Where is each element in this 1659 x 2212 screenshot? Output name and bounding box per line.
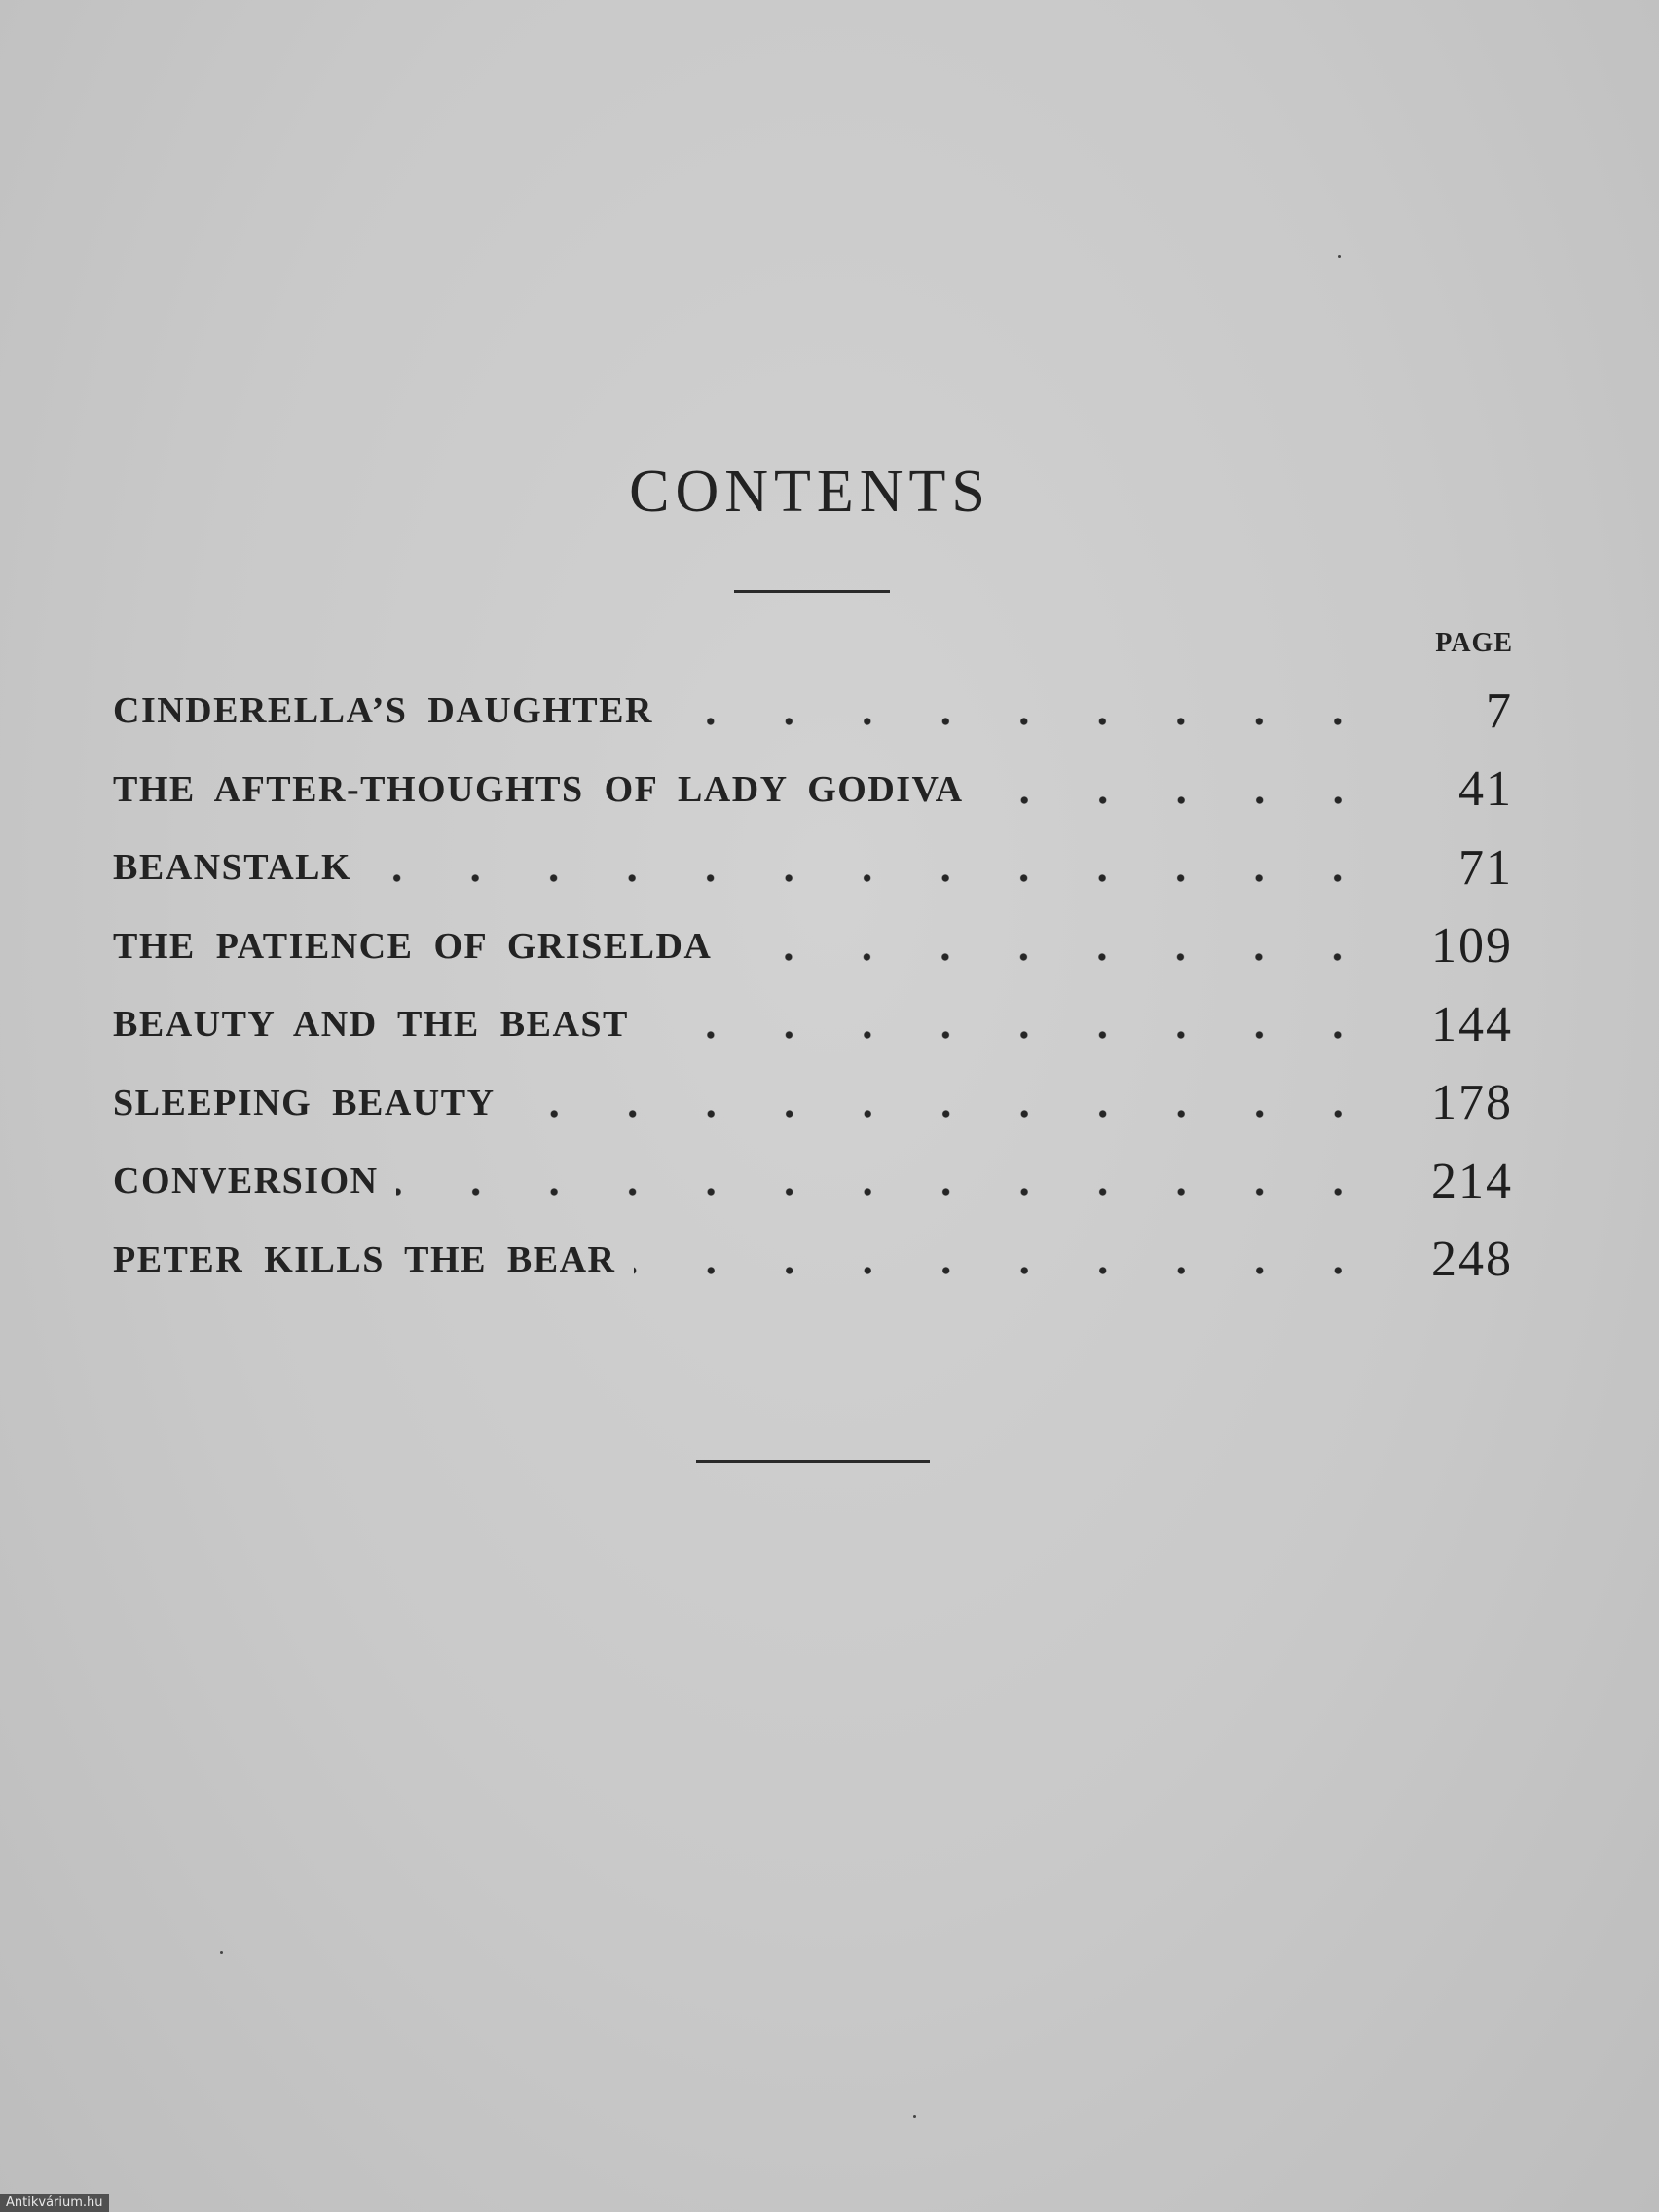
page-column-label: PAGE <box>1435 628 1513 658</box>
toc-entry-title: THE PATIENCE OF GRISELDA <box>113 925 713 967</box>
dot-leader <box>369 868 1377 888</box>
toc-entry-page: 41 <box>1458 761 1513 818</box>
dot-leader <box>671 712 1377 731</box>
dot-leader <box>634 1261 1377 1280</box>
paper-speck <box>220 1951 223 1954</box>
toc-entry-title: CINDERELLA’S DAUGHTER <box>113 690 653 732</box>
toc-entry-sleeping-beauty <box>113 1064 1513 1143</box>
toc-entry-peter-kills-the-bear <box>113 1221 1513 1300</box>
toc-entry-beanstalk <box>113 829 1513 907</box>
toc-entry-cinderellas-daughter <box>113 672 1513 751</box>
dot-leader <box>981 791 1377 810</box>
toc-entry-lady-godiva <box>113 751 1513 830</box>
toc-entry-page: 248 <box>1431 1232 1513 1288</box>
toc-entry-page: 214 <box>1431 1153 1513 1209</box>
dot-leader <box>513 1104 1377 1124</box>
watermark: Antikvárium.hu <box>0 2194 109 2212</box>
toc-entry-page: 7 <box>1486 682 1513 739</box>
toc-entry-title: BEAUTY AND THE BEAST <box>113 1004 629 1046</box>
page-title: CONTENTS <box>629 459 991 525</box>
paper-speck <box>1338 255 1341 258</box>
dot-leader <box>646 1025 1377 1045</box>
dot-leader <box>396 1182 1377 1201</box>
toc-entry-title: BEANSTALK <box>113 847 352 889</box>
toc-entry-beauty-and-the-beast <box>113 985 1513 1064</box>
paper-speck <box>913 2115 916 2118</box>
bottom-divider <box>696 1460 930 1463</box>
dot-leader <box>729 947 1377 967</box>
toc-entry-title: THE AFTER-THOUGHTS OF LADY GODIVA <box>113 768 964 810</box>
toc-entry-conversion <box>113 1142 1513 1221</box>
toc-entry-title: SLEEPING BEAUTY <box>113 1082 496 1124</box>
toc-entry-title: PETER KILLS THE BEAR <box>113 1238 616 1280</box>
table-of-contents <box>113 672 1513 1299</box>
toc-entry-page: 178 <box>1431 1075 1513 1131</box>
toc-entry-page: 71 <box>1458 839 1513 896</box>
toc-entry-title: CONVERSION <box>113 1161 379 1202</box>
toc-entry-page: 109 <box>1431 918 1513 975</box>
top-divider <box>734 590 890 593</box>
toc-entry-page: 144 <box>1431 996 1513 1052</box>
toc-entry-griselda <box>113 907 1513 986</box>
